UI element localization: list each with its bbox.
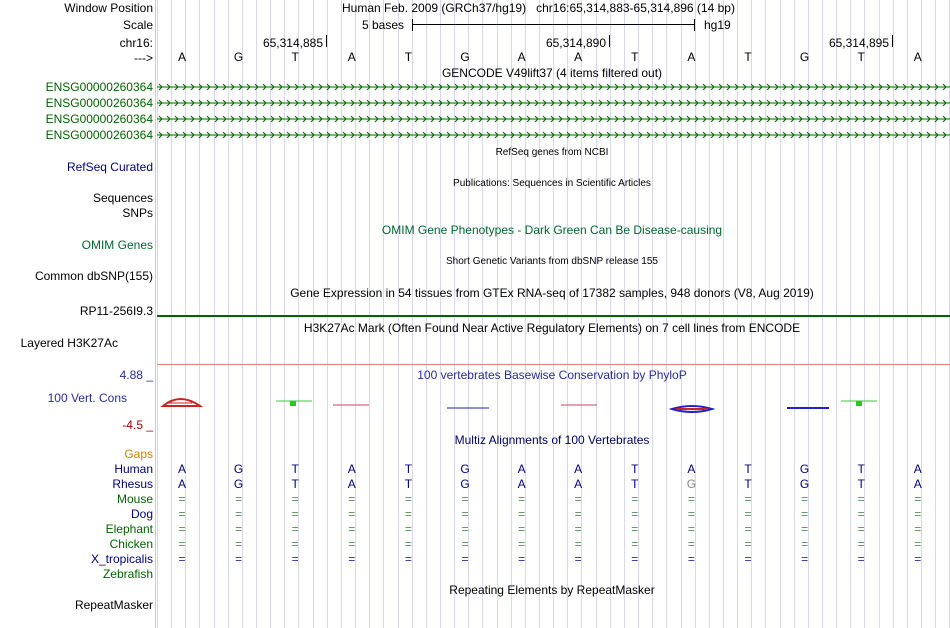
repeatmasker-label[interactable]: RepeatMasker: [74, 598, 153, 612]
human-base: G: [799, 462, 810, 476]
human-base: A: [347, 462, 356, 476]
human-base: A: [574, 462, 583, 476]
alignment-match: =: [348, 492, 356, 506]
human-base: T: [404, 462, 413, 476]
alignment-match: =: [744, 552, 752, 566]
alignment-match: =: [914, 552, 922, 566]
base-letter: A: [913, 50, 922, 64]
rhesus-base: A: [574, 477, 583, 491]
species-label-rhesus[interactable]: Rhesus: [112, 477, 153, 491]
gencode-gene-label[interactable]: ENSG00000260364: [45, 80, 153, 94]
base-letter: A: [517, 50, 526, 64]
scale-label: Scale: [122, 18, 153, 32]
omim-track-title: OMIM Gene Phenotypes - Dark Green Can Be Disease-causing: [381, 223, 723, 237]
base-letter: A: [574, 50, 583, 64]
base-letter: G: [460, 50, 470, 64]
alignment-match: =: [857, 507, 865, 521]
repeatmasker-track-title: Repeating Elements by RepeatMasker: [449, 583, 655, 597]
alignment-match: =: [631, 537, 639, 551]
species-label-chicken[interactable]: Chicken: [109, 537, 153, 551]
alignment-match: =: [857, 522, 865, 536]
rhesus-base: G: [686, 477, 697, 491]
ruler-tick-label: 65,314,895: [828, 36, 889, 50]
refseq-label[interactable]: RefSeq Curated: [66, 160, 153, 174]
dbsnp-track-title: Short Genetic Variants from dbSNP release 155: [446, 256, 658, 267]
omim-label[interactable]: OMIM Genes: [81, 238, 153, 252]
alignment-match: =: [518, 492, 526, 506]
rhesus-base: T: [404, 477, 413, 491]
base-letter: T: [744, 50, 752, 64]
alignment-match: =: [744, 522, 752, 536]
rhesus-base: T: [291, 477, 299, 491]
base-letter: G: [233, 50, 244, 64]
alignment-match: =: [574, 522, 582, 536]
gencode-track-title: GENCODE V49lift37 (4 items filtered out): [441, 66, 663, 80]
ruler-tick-label: 65,314,890: [545, 36, 606, 50]
sequences-label[interactable]: Sequences: [92, 191, 153, 205]
species-label-human[interactable]: Human: [114, 462, 153, 476]
alignment-match: =: [744, 507, 752, 521]
assembly-text: Human Feb. 2009 (GRCh37/hg19) chr16:65,314,883-65,314,896 (14 bp): [342, 1, 735, 15]
rhesus-base: G: [233, 477, 244, 491]
alignment-match: =: [348, 537, 356, 551]
alignment-match: =: [631, 522, 639, 536]
alignment-match: =: [461, 522, 469, 536]
scale-text: 5 bases: [362, 18, 405, 32]
alignment-match: =: [687, 507, 695, 521]
phylop-peak: [856, 401, 862, 406]
alignment-match: =: [348, 522, 356, 536]
alignment-match: =: [404, 522, 412, 536]
human-base: T: [291, 462, 299, 476]
species-label-zebrafish[interactable]: Zebrafish: [102, 567, 153, 581]
base-letter: T: [404, 50, 413, 64]
rhesus-base: G: [460, 477, 470, 491]
alignment-match: =: [744, 492, 752, 506]
rhesus-base: G: [799, 477, 810, 491]
phylop-label[interactable]: 100 Vert. Cons: [47, 391, 127, 405]
alignment-match: =: [235, 552, 243, 566]
base-letter: T: [291, 50, 299, 64]
alignment-match: =: [404, 492, 412, 506]
db-text: hg19: [704, 18, 731, 32]
alignment-match: =: [687, 537, 695, 551]
alignment-match: =: [178, 537, 186, 551]
base-letter: A: [687, 50, 696, 64]
alignment-match: =: [404, 507, 412, 521]
alignment-match: =: [857, 537, 865, 551]
alignment-match: =: [178, 522, 186, 536]
alignment-match: =: [518, 522, 526, 536]
h3k27ac-label[interactable]: Layered H3K27Ac: [20, 336, 118, 350]
alignment-match: =: [857, 492, 865, 506]
alignment-match: =: [801, 522, 809, 536]
alignment-match: =: [348, 552, 356, 566]
alignment-match: =: [801, 552, 809, 566]
alignment-match: =: [574, 552, 582, 566]
human-base: T: [631, 462, 639, 476]
snps-label[interactable]: SNPs: [122, 206, 153, 220]
base-letter: T: [631, 50, 639, 64]
species-label-dog[interactable]: Dog: [130, 507, 153, 521]
dbsnp-label[interactable]: Common dbSNP(155): [34, 269, 153, 283]
gencode-gene-label[interactable]: ENSG00000260364: [45, 128, 153, 142]
phylop-max-label: 4.88 _: [119, 368, 153, 382]
human-base: A: [687, 462, 696, 476]
gencode-gene-label[interactable]: ENSG00000260364: [45, 112, 153, 126]
alignment-match: =: [574, 492, 582, 506]
alignment-match: =: [631, 552, 639, 566]
alignment-match: =: [687, 492, 695, 506]
alignment-match: =: [857, 552, 865, 566]
gtex-track-title: Gene Expression in 54 tissues from GTEx RNA-seq of 17382 samples, 948 donors (V8, Aug 2019): [290, 286, 814, 300]
alignment-match: =: [687, 522, 695, 536]
alignment-match: =: [178, 492, 186, 506]
alignment-match: =: [348, 507, 356, 521]
multiz-track-title: Multiz Alignments of 100 Vertebrates: [454, 433, 650, 447]
alignment-match: =: [461, 507, 469, 521]
rhesus-base: A: [347, 477, 356, 491]
gtex-gene-label[interactable]: RP11-256I9.3: [79, 304, 153, 318]
alignment-match: =: [914, 522, 922, 536]
alignment-match: =: [291, 522, 299, 536]
alignment-match: =: [631, 492, 639, 506]
alignment-match: =: [801, 492, 809, 506]
phylop-track-title: 100 vertebrates Basewise Conservation by PhyloP: [417, 368, 687, 382]
alignment-match: =: [687, 552, 695, 566]
base-letter: T: [857, 50, 865, 64]
alignment-match: =: [178, 552, 186, 566]
alignment-match: =: [914, 537, 922, 551]
alignment-match: =: [914, 492, 922, 506]
pubs-track-title: Publications: Sequences in Scientific Articles: [453, 178, 651, 189]
alignment-match: =: [178, 507, 186, 521]
rhesus-base: A: [177, 477, 187, 491]
gaps-label[interactable]: Gaps: [124, 447, 153, 461]
alignment-match: =: [235, 492, 243, 506]
alignment-match: =: [461, 492, 469, 506]
species-label-elephant[interactable]: Elephant: [105, 522, 153, 536]
human-base: T: [857, 462, 865, 476]
alignment-match: =: [235, 507, 243, 521]
phylop-min-label: -4.5 _: [122, 418, 153, 432]
alignment-match: =: [291, 492, 299, 506]
base-letter: A: [177, 50, 187, 64]
alignment-match: =: [518, 537, 526, 551]
human-base: A: [177, 462, 187, 476]
alignment-match: =: [291, 537, 299, 551]
alignment-match: =: [461, 537, 469, 551]
human-base: G: [233, 462, 244, 476]
human-base: A: [517, 462, 526, 476]
window-position-label: Window Position: [64, 1, 153, 15]
human-base: T: [744, 462, 752, 476]
rhesus-base: A: [913, 477, 922, 491]
alignment-match: =: [574, 537, 582, 551]
alignment-match: =: [744, 537, 752, 551]
alignment-match: =: [291, 507, 299, 521]
alignment-match: =: [404, 537, 412, 551]
rhesus-base: T: [631, 477, 639, 491]
alignment-match: =: [461, 552, 469, 566]
species-label-x_tropicalis[interactable]: X_tropicalis: [90, 552, 153, 566]
base-letter: A: [347, 50, 356, 64]
alignment-match: =: [518, 507, 526, 521]
ruler-tick-label: 65,314,885: [262, 36, 323, 50]
alignment-match: =: [404, 552, 412, 566]
rhesus-base: T: [857, 477, 865, 491]
human-base: A: [913, 462, 922, 476]
h3k27ac-track-title: H3K27Ac Mark (Often Found Near Active Regulatory Elements) on 7 cell lines from ENCODE: [303, 321, 801, 335]
alignment-match: =: [291, 552, 299, 566]
refseq-track-title: RefSeq genes from NCBI: [495, 147, 609, 158]
alignment-match: =: [631, 507, 639, 521]
phylop-peak: [290, 401, 296, 406]
rhesus-base: A: [517, 477, 526, 491]
alignment-match: =: [235, 522, 243, 536]
alignment-match: =: [235, 537, 243, 551]
alignment-match: =: [574, 507, 582, 521]
species-label-mouse[interactable]: Mouse: [116, 492, 153, 506]
strand-arrow-label: --->: [134, 51, 153, 65]
chrom-label: chr16:: [119, 36, 153, 50]
alignment-match: =: [801, 507, 809, 521]
base-letter: G: [799, 50, 810, 64]
alignment-match: =: [801, 537, 809, 551]
rhesus-base: T: [744, 477, 752, 491]
alignment-match: =: [914, 507, 922, 521]
alignment-match: =: [518, 552, 526, 566]
gencode-gene-label[interactable]: ENSG00000260364: [45, 96, 153, 110]
human-base: G: [460, 462, 470, 476]
